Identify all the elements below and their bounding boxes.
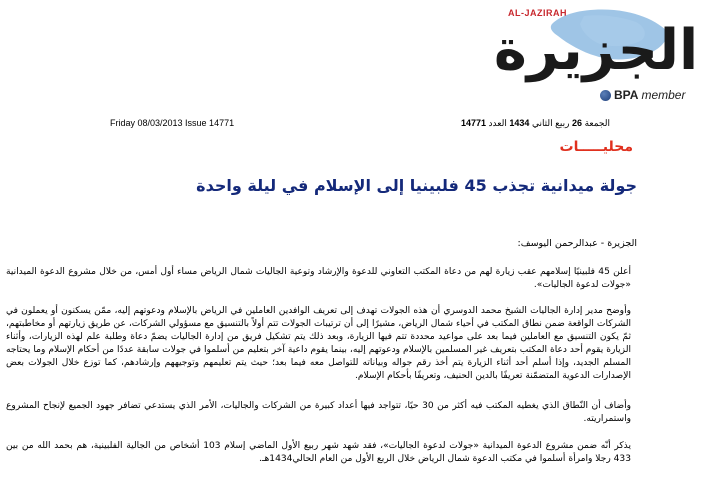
article-paragraph-4: يذكر أنّه ضمن مشروع الدعوة الميدانية «جولات لدعوة الجاليات»، فقد شهد شهر ربيع الأول الماضي إسلام 103 أشخاص من الجالية الفلبينية، هم بحمد الله من بين 433 رجلا وامرأة أسلموا في مكتب الدعوة شمال الرياض خلال الربع الأول من العام الحالي1434هـ.: [6, 441, 631, 464]
article-paragraph-2: وأوضح مدير إدارة الجاليات الشيخ محمد الدوسري أن هذه الجولات تهدف إلى تعريف الوافدين العاملين في الرياض بالإسلام ودعوتهم إليه، ممّن يسكنون أو يعملون في الشركات الواقعة ضمن نطاق المكتب في أحياء شمال الرياض، مشيرًا إلى أن ترتيبات الجولات تتم أولاً بالتنسيق مع مسؤولي الشركات، عن طريق زيارتهم أو مخاطبتهم، ثمّ يكون التنسيق مع العاملين فيما بعد على مواعيد محددة تتم فيها الزيارة، وبعد ذلك يتم تشكيل فريق من إدارة الجاليات يضمّ دعاة وطلبة علم لهذه الزيارات، وأثناء الزيارة يقوم أحد دعاة المكتب بتعريف غير المسلمين بالإسلام ودعوتهم إليه، بينما يقوم داعية آخر بتعليم من أسلموا في جولات سابقة عددًا من أحكام الإسلام وما يحتاجه المسلم الجديد، وإذا أسلم أحد أثناء الزيارة يتم أخذ رقم جواله وبياناته للتواصل معه فيما بعد؛ حيث يتم تعليمهم وتوجيههم وإرشادهم، كما توزع خلال الجولات بعض الإصدارات الدعوية المتضمّنة تعريفًا بالدين الحنيف، وتعريفًا بأحكام الإسلام.: [6, 306, 631, 381]
bpa-member-badge: [600, 88, 685, 102]
logo-arabic-name: الجزيرة: [493, 18, 699, 83]
dateline-day: 26: [572, 118, 583, 128]
article-paragraph-3: وأضاف أن النّطاق الذي يغطيه المكتب فيه أكثر من 30 حيًا، تتواجد فيها أعداد كبيرة من الشركات والجاليات، الأمر الذي يستدعي تضافر جهود الجميع لإنجاح المشروع واستمراريته.: [6, 401, 631, 424]
article-headline: جولة ميدانية تجذب 45 فلبينيا إلى الإسلام في ليلة واحدة: [196, 176, 637, 195]
article-byline: الجزيرة - عبدالرحمن اليوسف:: [517, 238, 637, 249]
bpa-suffix: member: [641, 88, 686, 102]
dateline-arabic: [461, 118, 610, 129]
dateline-english: Friday 08/03/2013 Issue 14771: [110, 118, 235, 128]
dateline-month: ربيع الثاني: [531, 118, 570, 128]
dateline-year: 1434: [509, 118, 530, 128]
dateline-issue-number: 14771: [461, 118, 487, 128]
dateline-weekday: الجمعة: [584, 118, 610, 128]
bpa-globe-icon: [600, 90, 611, 101]
article-paragraph-1: أعلن 45 فلبينيًا إسلامهم عقب زيارة لهم من دعاة المكتب التعاوني للدعوة والإرشاد وتوعية الجاليات شمال الرياض مساء أول أمس، من خلال مشروع الدعوة الميدانية «جولات لدعوة الجاليات».: [6, 267, 631, 290]
logo-english-name: AL-JAZIRAH: [508, 8, 567, 18]
section-label: محليـــــات: [559, 139, 633, 155]
dateline: [110, 118, 610, 132]
bpa-prefix: BPA: [614, 88, 639, 102]
aljazirah-logo: [480, 2, 712, 108]
dateline-issue-label: العدد: [488, 118, 507, 128]
